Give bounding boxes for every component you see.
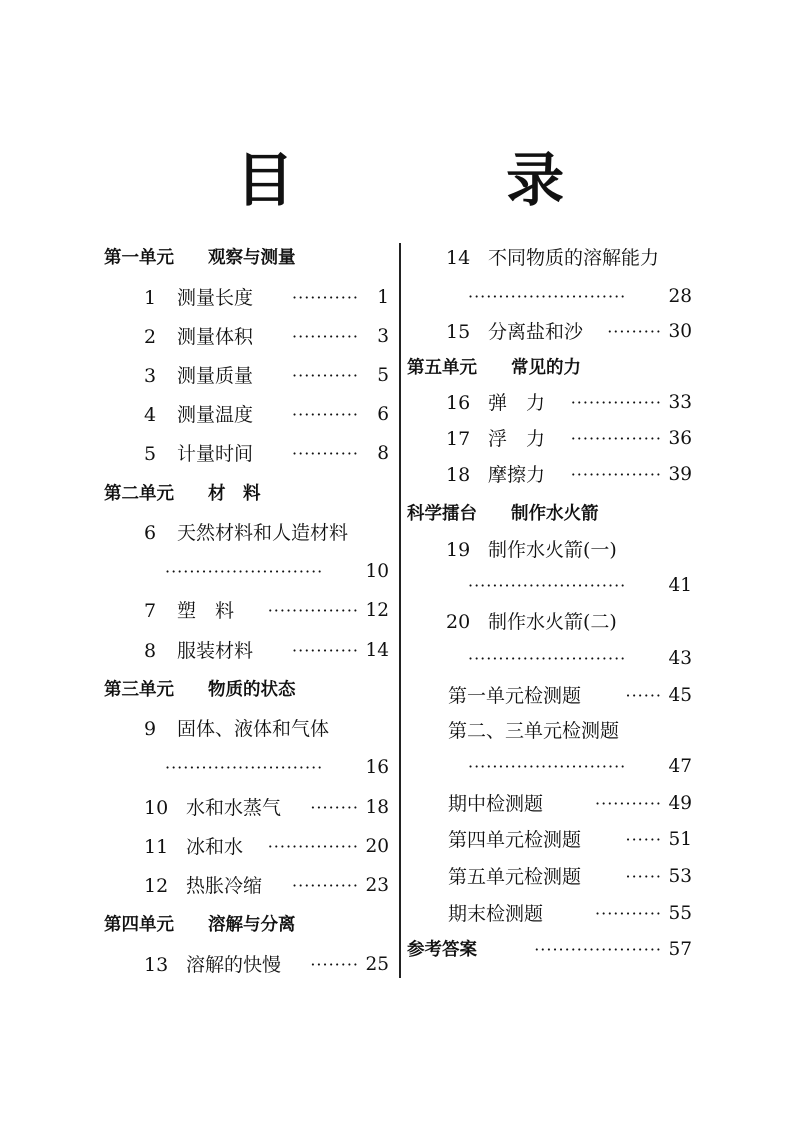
entry-number: 14 — [446, 247, 471, 269]
page-number: 39 — [668, 464, 692, 485]
entry-number: 6 — [144, 522, 157, 544]
leader-dots: ··········· — [595, 794, 662, 813]
leader-dots: ··············· — [570, 429, 662, 448]
entry-title: 塑 料 — [177, 600, 235, 622]
toc-entry — [401, 607, 800, 637]
leader-dots: ········· — [607, 322, 662, 341]
leader-dots: ··········· — [292, 327, 359, 346]
leader-dots: ····················· — [534, 940, 662, 959]
toc-test-entry — [401, 862, 800, 892]
toc-test-entry — [401, 825, 800, 855]
toc-entry — [401, 424, 800, 454]
toc-entry — [0, 793, 399, 823]
entry-title: 摩擦力 — [488, 464, 546, 486]
toc-entry — [401, 317, 800, 347]
page-number: 16 — [365, 757, 389, 778]
entry-number: 1 — [144, 287, 157, 309]
toc-entry — [0, 950, 399, 980]
page-number: 18 — [365, 797, 389, 818]
page-number: 1 — [377, 287, 389, 308]
leader-dots: ·························· — [468, 287, 627, 306]
entry-number: 7 — [144, 600, 157, 622]
entry-title: 水和水蒸气 — [186, 797, 282, 819]
entry-title: 第二、三单元检测题 — [448, 720, 620, 742]
toc-entry — [0, 400, 399, 430]
unit-name: 常见的力 — [511, 358, 581, 378]
page-title: 目 录 — [235, 146, 661, 214]
page-number: 3 — [377, 326, 389, 347]
toc-entry — [0, 283, 399, 313]
entry-title: 计量时间 — [177, 443, 254, 465]
leader-dots: ··············· — [570, 393, 662, 412]
entry-title: 制作水火箭(一) — [488, 539, 617, 561]
unit-name: 溶解与分离 — [208, 915, 296, 935]
entry-title: 测量体积 — [177, 326, 254, 348]
unit-label: 第一单元 — [104, 248, 174, 268]
toc-entry-continuation — [0, 753, 399, 783]
entry-title: 不同物质的溶解能力 — [488, 247, 660, 269]
unit-label: 第五单元 — [407, 358, 477, 378]
leader-dots: ··········· — [595, 904, 662, 923]
entry-title: 期末检测题 — [448, 903, 544, 925]
leader-dots: ·························· — [165, 562, 324, 581]
entry-title: 固体、液体和气体 — [177, 718, 330, 740]
unit-label: 第三单元 — [104, 680, 174, 700]
page-number: 20 — [365, 836, 389, 857]
leader-dots: ·························· — [468, 757, 627, 776]
entry-title: 测量质量 — [177, 365, 254, 387]
entry-title: 溶解的快慢 — [186, 954, 282, 976]
leader-dots: ········ — [310, 798, 359, 817]
entry-number: 2 — [144, 326, 157, 348]
toc-unit-heading — [401, 499, 800, 529]
toc-unit-heading — [0, 675, 399, 705]
entry-number: 12 — [144, 875, 169, 897]
toc-entry-continuation — [401, 752, 800, 782]
toc-entry — [0, 518, 399, 548]
leader-dots: ··········· — [292, 641, 359, 660]
page-number: 8 — [377, 443, 389, 464]
unit-name: 观察与测量 — [208, 248, 296, 268]
entry-title: 第五单元检测题 — [448, 866, 582, 888]
toc-unit-heading — [401, 353, 800, 383]
toc-test-entry — [401, 681, 800, 711]
leader-dots: ··············· — [267, 837, 359, 856]
entry-title: 第一单元检测题 — [448, 685, 582, 707]
entry-title: 浮 力 — [488, 428, 546, 450]
unit-name: 物质的状态 — [208, 680, 296, 700]
entry-number: 15 — [446, 321, 471, 343]
toc-entry — [0, 871, 399, 901]
entry-title: 天然材料和人造材料 — [177, 522, 349, 544]
entry-title: 冰和水 — [186, 836, 244, 858]
leader-dots: ······ — [625, 686, 662, 705]
page-number: 36 — [668, 428, 692, 449]
toc-entry — [401, 243, 800, 273]
page-number: 28 — [668, 286, 692, 307]
entry-title: 制作水火箭(二) — [488, 611, 617, 633]
entry-number: 17 — [446, 428, 471, 450]
leader-dots: ·························· — [165, 758, 324, 777]
entry-number: 13 — [144, 954, 169, 976]
toc-entry — [0, 439, 399, 469]
toc-unit-heading — [0, 243, 399, 273]
leader-dots: ··············· — [267, 601, 359, 620]
entry-title: 第四单元检测题 — [448, 829, 582, 851]
entry-number: 11 — [144, 836, 169, 858]
entry-number: 5 — [144, 443, 157, 465]
page-number: 12 — [365, 600, 389, 621]
entry-number: 19 — [446, 539, 471, 561]
toc-entry — [401, 388, 800, 418]
page-number: 14 — [365, 640, 389, 661]
toc-entry — [0, 832, 399, 862]
entry-number: 3 — [144, 365, 157, 387]
entry-title: 期中检测题 — [448, 793, 544, 815]
entry-number: 9 — [144, 718, 157, 740]
toc-entry-continuation — [401, 282, 800, 312]
page-number: 49 — [668, 793, 692, 814]
entry-number: 20 — [446, 611, 471, 633]
toc-entry — [401, 460, 800, 490]
toc-entry-continuation — [401, 644, 800, 674]
toc-unit-heading — [401, 935, 800, 965]
leader-dots: ··········· — [292, 876, 359, 895]
page-number: 57 — [668, 939, 692, 960]
toc-entry — [0, 714, 399, 744]
entry-title: 测量长度 — [177, 287, 254, 309]
toc-unit-heading — [0, 910, 399, 940]
page-number: 33 — [668, 392, 692, 413]
page-number: 30 — [668, 321, 692, 342]
entry-title: 测量温度 — [177, 404, 254, 426]
unit-label: 第四单元 — [104, 915, 174, 935]
unit-label: 参考答案 — [407, 940, 477, 960]
page-number: 5 — [377, 365, 389, 386]
leader-dots: ··········· — [292, 444, 359, 463]
entry-title: 服装材料 — [177, 640, 254, 662]
toc-test-entry — [401, 716, 800, 746]
unit-name: 材 料 — [208, 484, 261, 504]
unit-name: 制作水火箭 — [511, 504, 599, 524]
entry-number: 16 — [446, 392, 471, 414]
toc-entry — [401, 535, 800, 565]
leader-dots: ·························· — [468, 649, 627, 668]
entry-title: 分离盐和沙 — [488, 321, 584, 343]
page-number: 47 — [668, 756, 692, 777]
entry-title: 弹 力 — [488, 392, 546, 414]
entry-number: 4 — [144, 404, 157, 426]
page-number: 43 — [668, 648, 692, 669]
page-number: 53 — [668, 866, 692, 887]
toc-test-entry — [401, 899, 800, 929]
leader-dots: ·························· — [468, 576, 627, 595]
page-number: 45 — [668, 685, 692, 706]
toc-unit-heading — [0, 479, 399, 509]
page-number: 23 — [365, 875, 389, 896]
toc-entry — [0, 596, 399, 626]
leader-dots: ··············· — [570, 465, 662, 484]
unit-label: 第二单元 — [104, 484, 174, 504]
unit-label: 科学擂台 — [407, 504, 477, 524]
toc-entry — [0, 361, 399, 391]
leader-dots: ··········· — [292, 366, 359, 385]
leader-dots: ······ — [625, 867, 662, 886]
toc-test-entry — [401, 789, 800, 819]
leader-dots: ······ — [625, 830, 662, 849]
page-number: 55 — [668, 903, 692, 924]
entry-number: 8 — [144, 640, 157, 662]
toc-entry — [0, 636, 399, 666]
page-number: 10 — [365, 561, 389, 582]
entry-title: 热胀冷缩 — [186, 875, 263, 897]
toc-entry — [0, 322, 399, 352]
entry-number: 18 — [446, 464, 471, 486]
page-number: 25 — [365, 954, 389, 975]
page-number: 6 — [377, 404, 389, 425]
entry-number: 10 — [144, 797, 169, 819]
page-number: 51 — [668, 829, 692, 850]
toc-entry-continuation — [401, 571, 800, 601]
leader-dots: ··········· — [292, 288, 359, 307]
page-number: 41 — [668, 575, 692, 596]
leader-dots: ··········· — [292, 405, 359, 424]
toc-entry-continuation — [0, 557, 399, 587]
leader-dots: ········ — [310, 955, 359, 974]
